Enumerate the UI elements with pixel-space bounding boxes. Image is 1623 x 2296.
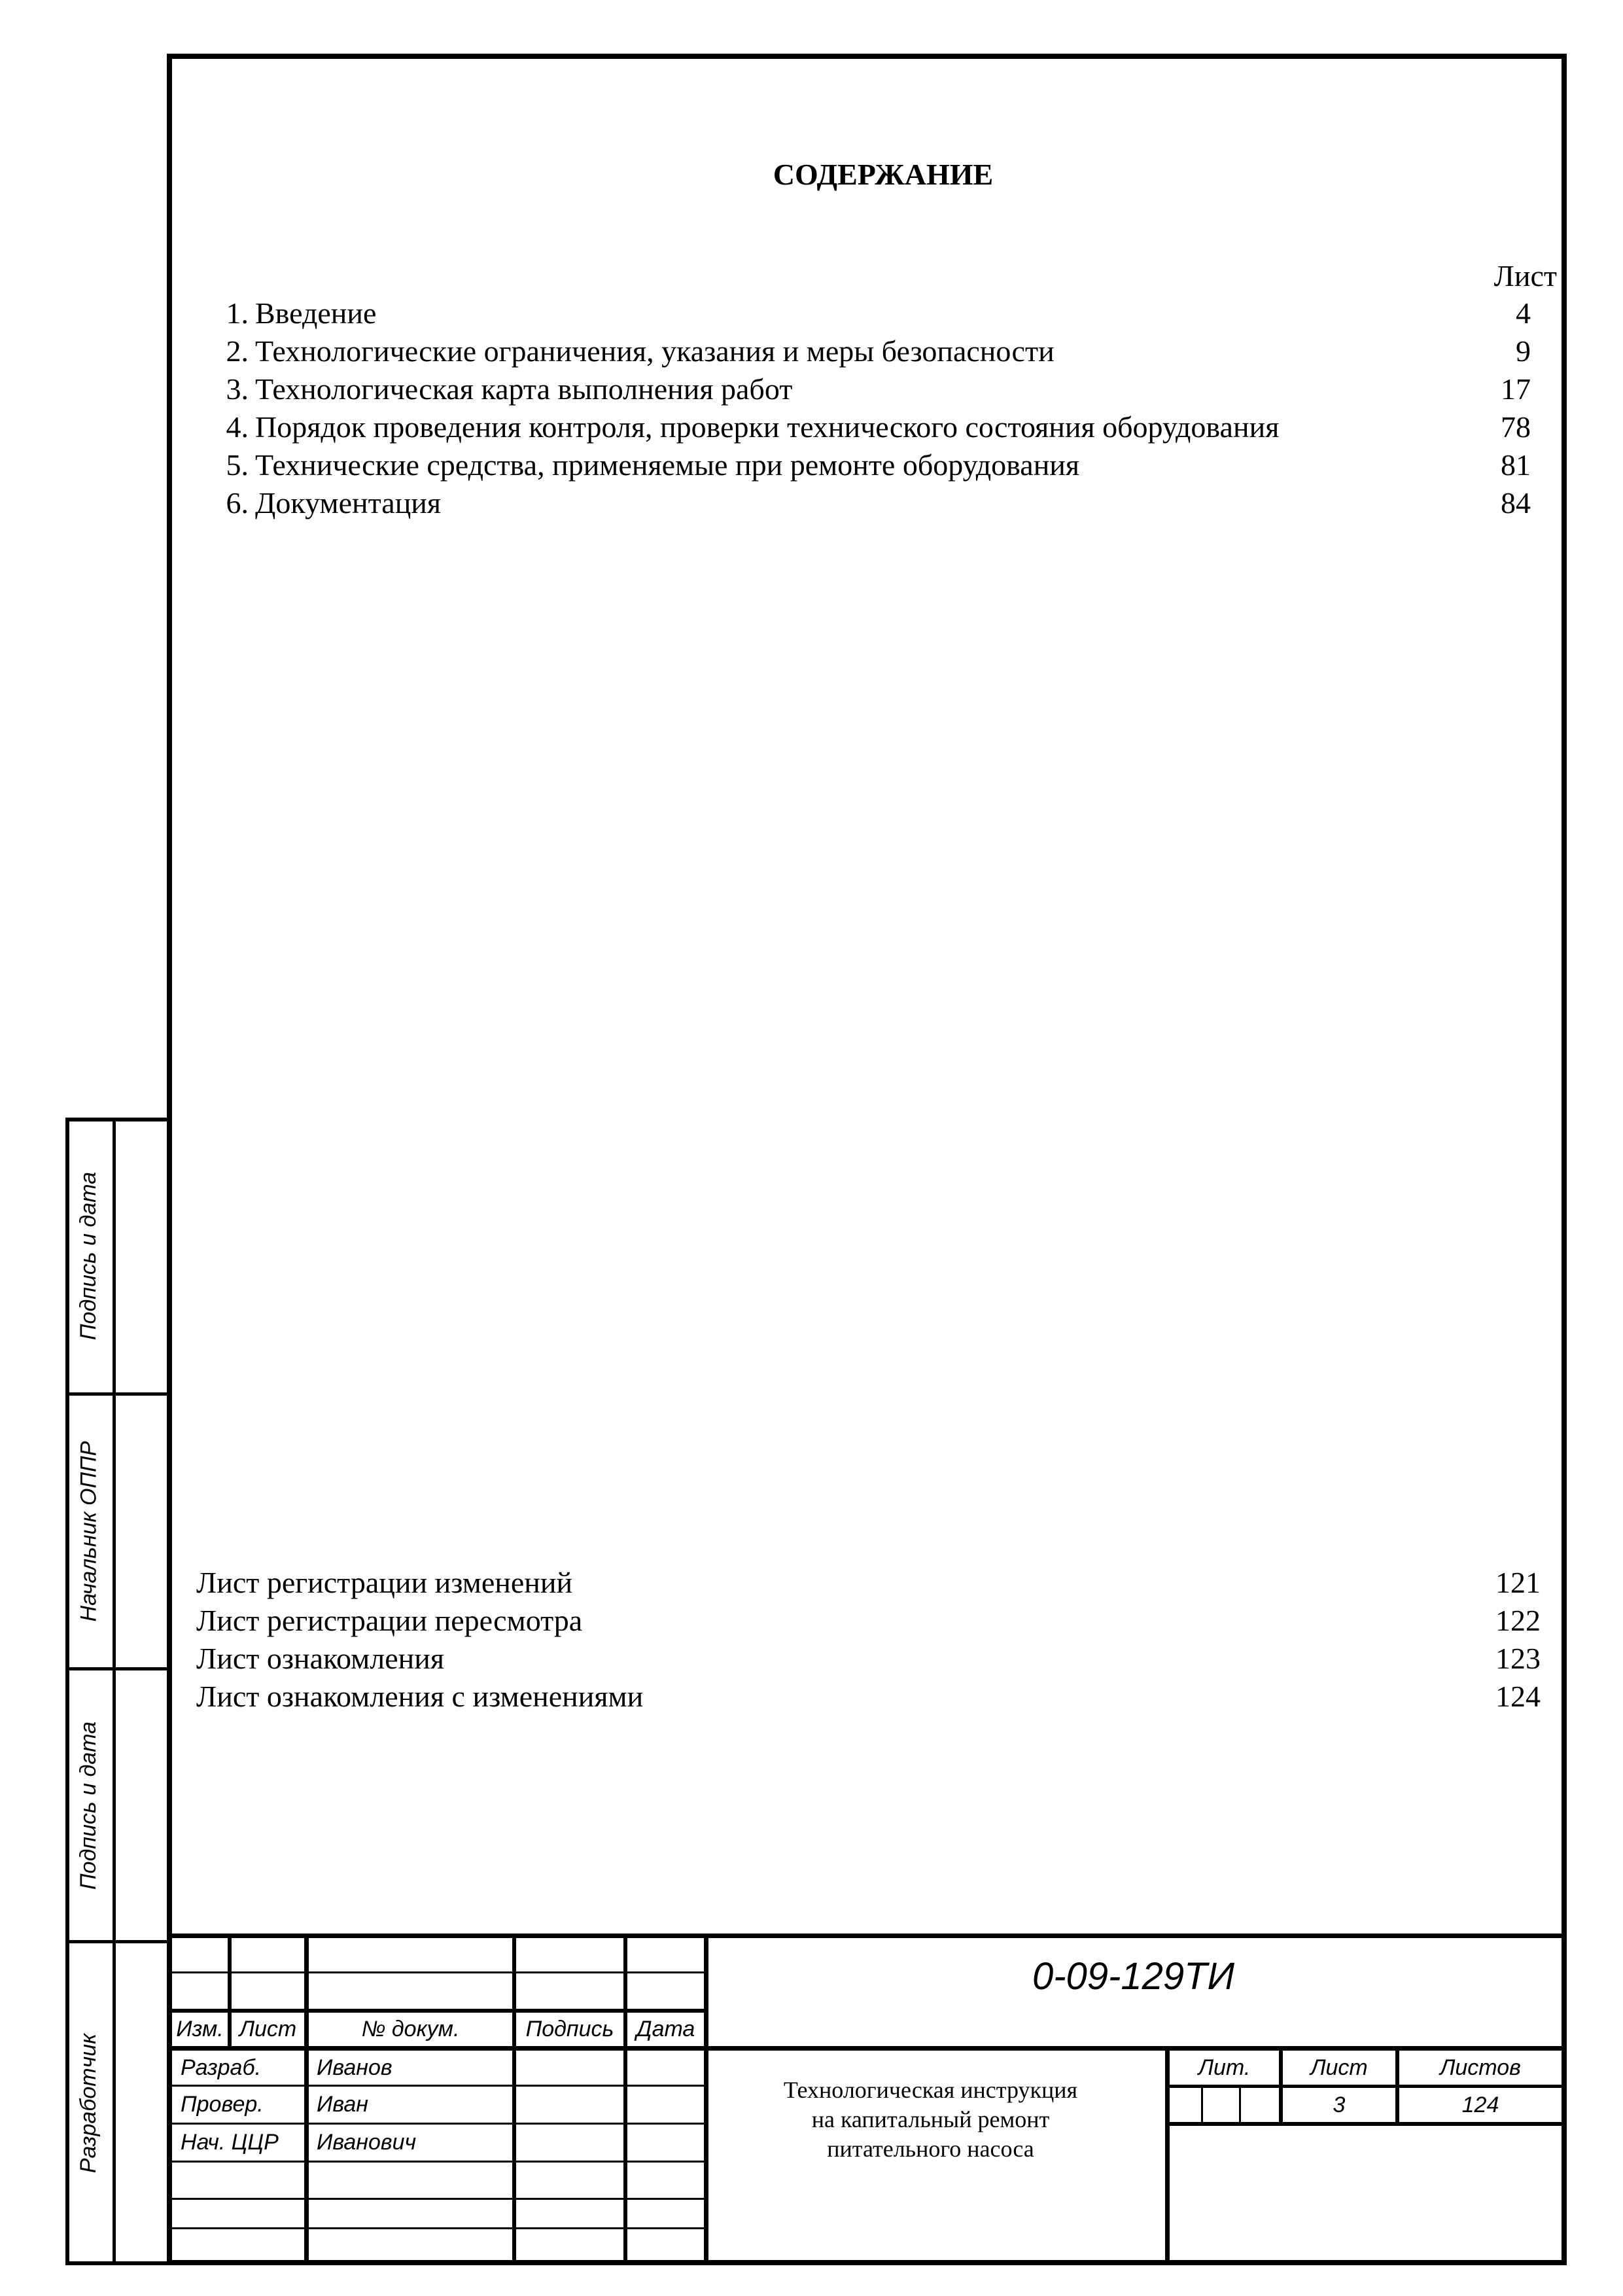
sheet-value: 3 bbox=[1333, 2092, 1346, 2117]
appendix-item-page: 124 bbox=[1495, 1680, 1541, 1713]
document-description bbox=[703, 2075, 1158, 2164]
toc-item-title: Технологические ограничения, указания и меры безопасности bbox=[255, 334, 1055, 368]
header-doc-number: № докум. bbox=[361, 2017, 460, 2041]
margin-label-signature-date: Подпись и дата bbox=[76, 1721, 101, 1890]
role-label: Провер. bbox=[181, 2092, 264, 2117]
stamp-rule bbox=[512, 1934, 516, 2265]
stamp-top-border bbox=[167, 1934, 1567, 1938]
role-label: Нач. ЦЦР bbox=[181, 2130, 279, 2155]
sheet-label: Лист bbox=[1310, 2055, 1368, 2080]
stamp-rule bbox=[1166, 2122, 1567, 2126]
toc-item-number: 6. bbox=[226, 486, 249, 520]
toc-item-page: 9 bbox=[1516, 334, 1531, 368]
sheets-value: 124 bbox=[1461, 2092, 1499, 2117]
toc-item[interactable] bbox=[196, 410, 1544, 448]
page-title: СОДЕРЖАНИЕ bbox=[773, 158, 994, 191]
appendix-item-page: 123 bbox=[1495, 1642, 1541, 1675]
header-izm: Изм. bbox=[176, 2017, 224, 2041]
stamp-rule bbox=[1165, 2046, 1170, 2265]
margin-label-developer: Разработчик bbox=[76, 2033, 101, 2173]
lit-label: Лит. bbox=[1198, 2055, 1251, 2080]
toc-item[interactable] bbox=[196, 296, 1544, 334]
appendix-item[interactable] bbox=[196, 1565, 1544, 1603]
role-name: Иванов bbox=[317, 2055, 393, 2080]
document-code: 0-09-129ТИ bbox=[1032, 1954, 1235, 1998]
stamp-rule bbox=[304, 1934, 309, 2265]
appendix-item[interactable] bbox=[196, 1679, 1544, 1717]
toc-item-title: Введение bbox=[255, 296, 377, 330]
toc-item[interactable] bbox=[196, 334, 1544, 372]
appendix-item-title: Лист ознакомления с изменениями bbox=[196, 1680, 644, 1713]
toc-item-page: 4 bbox=[1516, 296, 1531, 330]
toc-item-title: Технические средства, применяемые при ремонте оборудования bbox=[255, 448, 1080, 482]
toc-item-page: 78 bbox=[1501, 410, 1531, 444]
toc-item[interactable] bbox=[196, 372, 1544, 410]
appendix-item[interactable] bbox=[196, 1641, 1544, 1679]
description-line: Технологическая инструкция bbox=[783, 2077, 1078, 2103]
role-name: Иванович bbox=[317, 2130, 417, 2155]
margin-label-head-oppr: Начальник ОППР bbox=[76, 1441, 101, 1622]
toc-item-title: Порядок проведения контроля, проверки технического состояния оборудования bbox=[255, 410, 1280, 444]
margin-label-signature-date: Подпись и дата bbox=[76, 1171, 101, 1340]
description-line: питательного насоса bbox=[827, 2136, 1034, 2162]
appendix-item-title: Лист ознакомления bbox=[196, 1642, 445, 1675]
appendix-item-page: 122 bbox=[1495, 1604, 1541, 1637]
toc-item-page: 17 bbox=[1501, 372, 1531, 406]
appendix-item-title: Лист регистрации изменений bbox=[196, 1566, 573, 1599]
sheet-column-header: Лист bbox=[1493, 259, 1557, 292]
stamp-rule bbox=[1239, 2087, 1241, 2125]
stamp-rule bbox=[1201, 2087, 1203, 2125]
role-name: Иван bbox=[317, 2092, 368, 2117]
toc-item-number: 1. bbox=[226, 296, 249, 330]
toc-item[interactable] bbox=[196, 448, 1544, 486]
sheets-label: Листов bbox=[1440, 2055, 1521, 2080]
header-date: Дата bbox=[636, 2017, 695, 2041]
header-sheet: Лист bbox=[239, 2017, 297, 2041]
toc-item-title: Документация bbox=[255, 486, 442, 520]
toc-item-page: 84 bbox=[1501, 486, 1531, 520]
toc-item-page: 81 bbox=[1501, 448, 1531, 482]
toc-item-title: Технологическая карта выполнения работ bbox=[255, 372, 793, 406]
appendix-item-page: 121 bbox=[1495, 1566, 1541, 1599]
toc-item-number: 4. bbox=[226, 410, 249, 444]
margin-strip-divider bbox=[113, 1118, 116, 2265]
toc-item-number: 3. bbox=[226, 372, 249, 406]
role-label: Разраб. bbox=[181, 2055, 262, 2080]
toc-item-number: 2. bbox=[226, 334, 249, 368]
header-signature: Подпись bbox=[525, 2017, 614, 2041]
description-line: на капитальный ремонт bbox=[811, 2106, 1050, 2132]
stamp-rule bbox=[172, 2046, 1567, 2051]
stamp-rule bbox=[623, 1934, 627, 2265]
toc-item[interactable] bbox=[196, 486, 1544, 523]
appendix-item-title: Лист регистрации пересмотра bbox=[196, 1604, 583, 1637]
appendix-item[interactable] bbox=[196, 1603, 1544, 1641]
toc-item-number: 5. bbox=[226, 448, 249, 482]
